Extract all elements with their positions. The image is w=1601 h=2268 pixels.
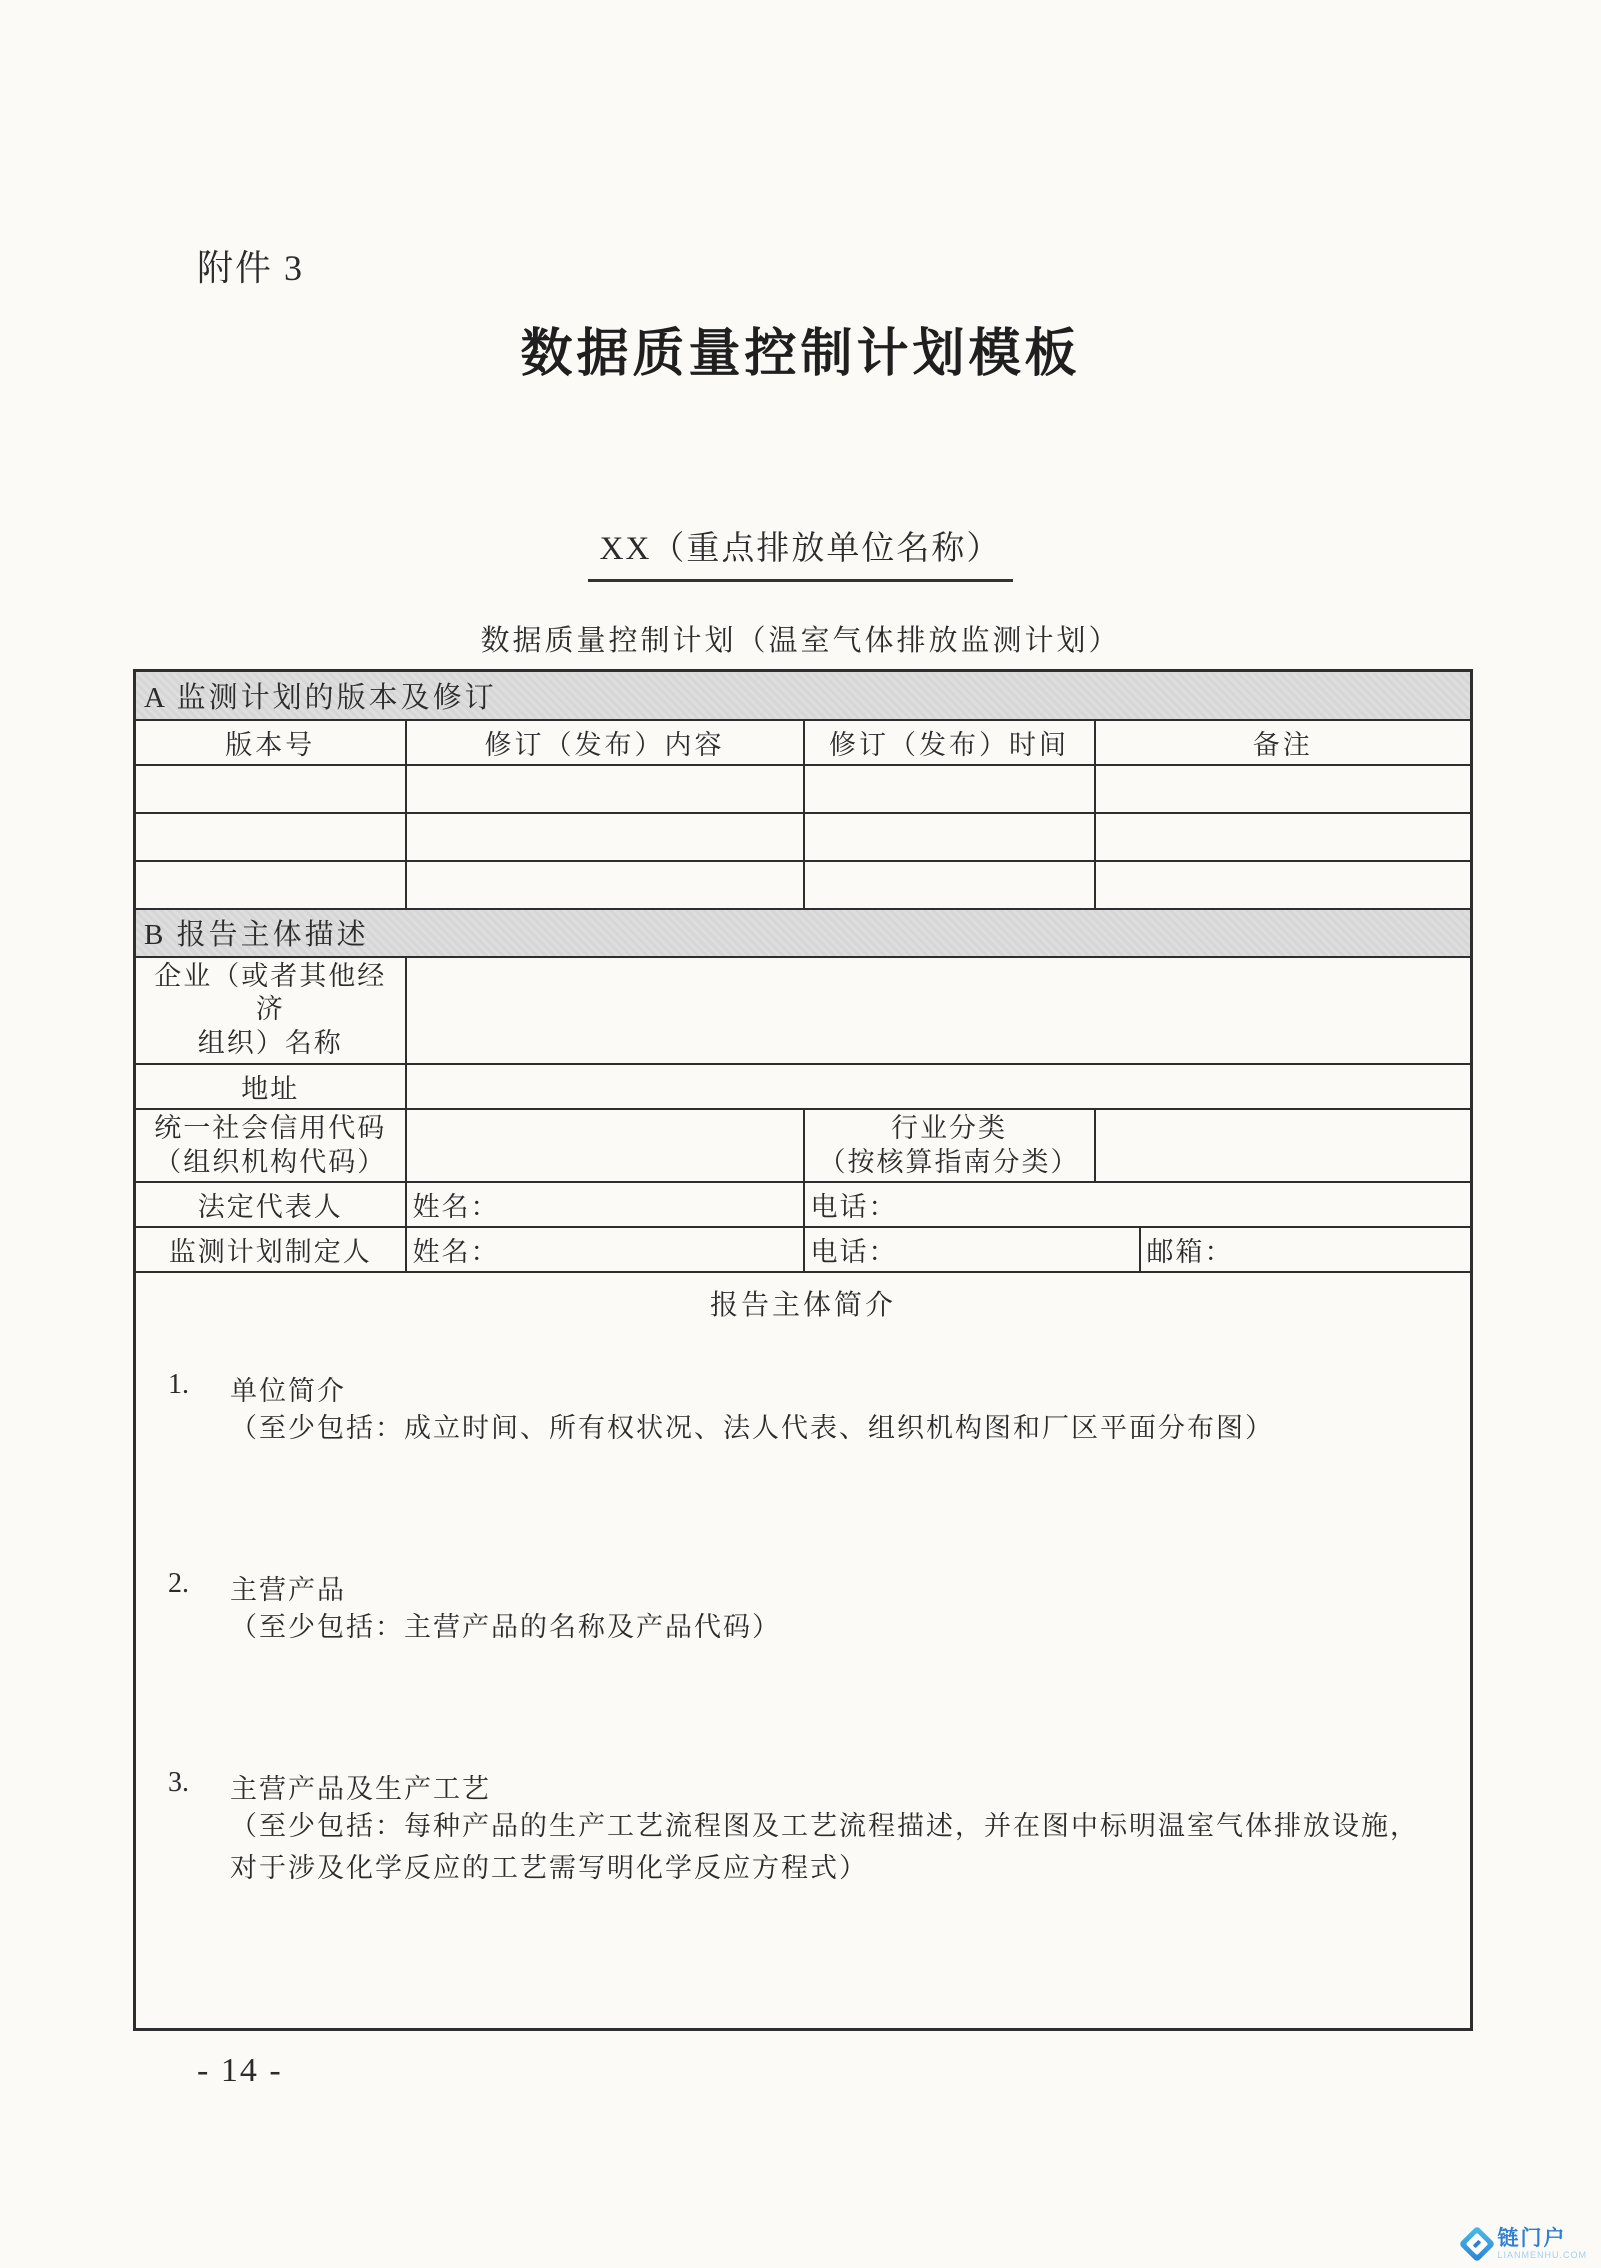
plan-maker-phone-field: 电话： (804, 1227, 1140, 1272)
item-description: （至少包括：成立时间、所有权状况、法人代表、组织机构图和厂区平面分布图） (230, 1413, 1274, 1444)
table-row (135, 765, 1472, 813)
industry-class-label (804, 1109, 1095, 1183)
item-description: （至少包括：每种产品的生产工艺流程图及工艺流程描述，并在图中标明温室气体排放设施，对于涉及化学反应的工艺需写明化学反应方程式） (230, 1810, 1419, 1883)
attachment-label: 附件 3 (197, 248, 305, 288)
empty-cell (1095, 861, 1472, 909)
industry-class-value-cell (1095, 1109, 1472, 1183)
empty-cell (804, 861, 1095, 909)
empty-cell (406, 813, 804, 861)
credit-code-label (135, 1109, 406, 1183)
empty-cell (406, 861, 804, 909)
org-name-line (0, 522, 1601, 582)
legal-representative-label: 法定代表人 (135, 1182, 406, 1227)
lianmenhu-logo-icon (1459, 2226, 1496, 2263)
entity-intro-title: 报告主体简介 (710, 1290, 897, 1322)
label-line: 组织）名称 (197, 1028, 343, 1058)
empty-cell (406, 765, 804, 813)
column-header-revision-date: 修订（发布）时间 (804, 720, 1095, 765)
company-name-label (135, 957, 406, 1064)
item-number: 3. (168, 1766, 189, 1798)
intro-item-3 (168, 1767, 1450, 1890)
empty-cell (135, 861, 406, 909)
section-a-band-row (135, 671, 1472, 720)
plan-maker-name-field: 姓名： (406, 1227, 804, 1272)
section-a-band: A 监测计划的版本及修订 (135, 671, 1472, 720)
column-header-remarks: 备注 (1095, 720, 1472, 765)
address-row (135, 1064, 1472, 1109)
company-name-row (135, 957, 1472, 1064)
item-number: 2. (168, 1568, 189, 1600)
column-header-revision-content: 修订（发布）内容 (406, 720, 804, 765)
document-title: 数据质量控制计划模板 (520, 326, 1081, 383)
label-line: 统一社会信用代码 (154, 1112, 387, 1143)
plan-subtitle: 数据质量控制计划（温室气体排放监测计划） (480, 625, 1121, 657)
section-b-band-row (135, 909, 1472, 957)
watermark-brand: 链门户 (1497, 2227, 1567, 2250)
item-description: （至少包括：主营产品的名称及产品代码） (230, 1612, 781, 1643)
watermark-domain: LIANMENHU.COM (1497, 2250, 1587, 2260)
label-line: （组织机构代码） (154, 1146, 387, 1177)
empty-cell (1095, 765, 1472, 813)
table-row (135, 813, 1472, 861)
org-name-underlined: XX（重点排放单位名称） (588, 522, 1014, 582)
address-label: 地址 (135, 1064, 406, 1109)
legal-rep-phone-field: 电话： (804, 1182, 1472, 1227)
credit-code-value-cell (406, 1109, 804, 1183)
item-title: 主营产品 (230, 1575, 346, 1606)
page-number: - 14 - (197, 2052, 283, 2089)
empty-cell (804, 765, 1095, 813)
section-b-band: B 报告主体描述 (135, 909, 1472, 957)
label-line: （按核算指南分类） (818, 1146, 1080, 1177)
empty-cell (1095, 813, 1472, 861)
intro-item-2 (168, 1568, 1450, 1649)
plan-maker-label: 监测计划制定人 (135, 1227, 406, 1272)
entity-intro-cell (135, 1272, 1472, 2029)
watermark-texts (1497, 2228, 1587, 2260)
label-line: 行业分类 (891, 1112, 1007, 1143)
monitoring-plan-table (133, 669, 1473, 2031)
item-title: 主营产品及生产工艺 (230, 1773, 491, 1804)
item-title: 单位简介 (230, 1376, 346, 1407)
credit-code-row (135, 1109, 1472, 1183)
entity-intro-row (135, 1272, 1472, 2029)
table-row (135, 861, 1472, 909)
legal-rep-name-field: 姓名： (406, 1182, 804, 1227)
plan-maker-email-field: 邮箱： (1140, 1227, 1472, 1272)
intro-item-1 (168, 1369, 1450, 1450)
address-value-cell (406, 1064, 1472, 1109)
plan-maker-row (135, 1227, 1472, 1272)
column-header-version: 版本号 (135, 720, 406, 765)
empty-cell (135, 813, 406, 861)
label-line: 企业（或者其他经济 (154, 960, 387, 1025)
empty-cell (804, 813, 1095, 861)
legal-representative-row (135, 1182, 1472, 1227)
item-number: 1. (168, 1369, 189, 1401)
section-a-header-row (135, 720, 1472, 765)
watermark (1464, 2228, 1587, 2260)
empty-cell (135, 765, 406, 813)
company-name-value-cell (406, 957, 1472, 1064)
